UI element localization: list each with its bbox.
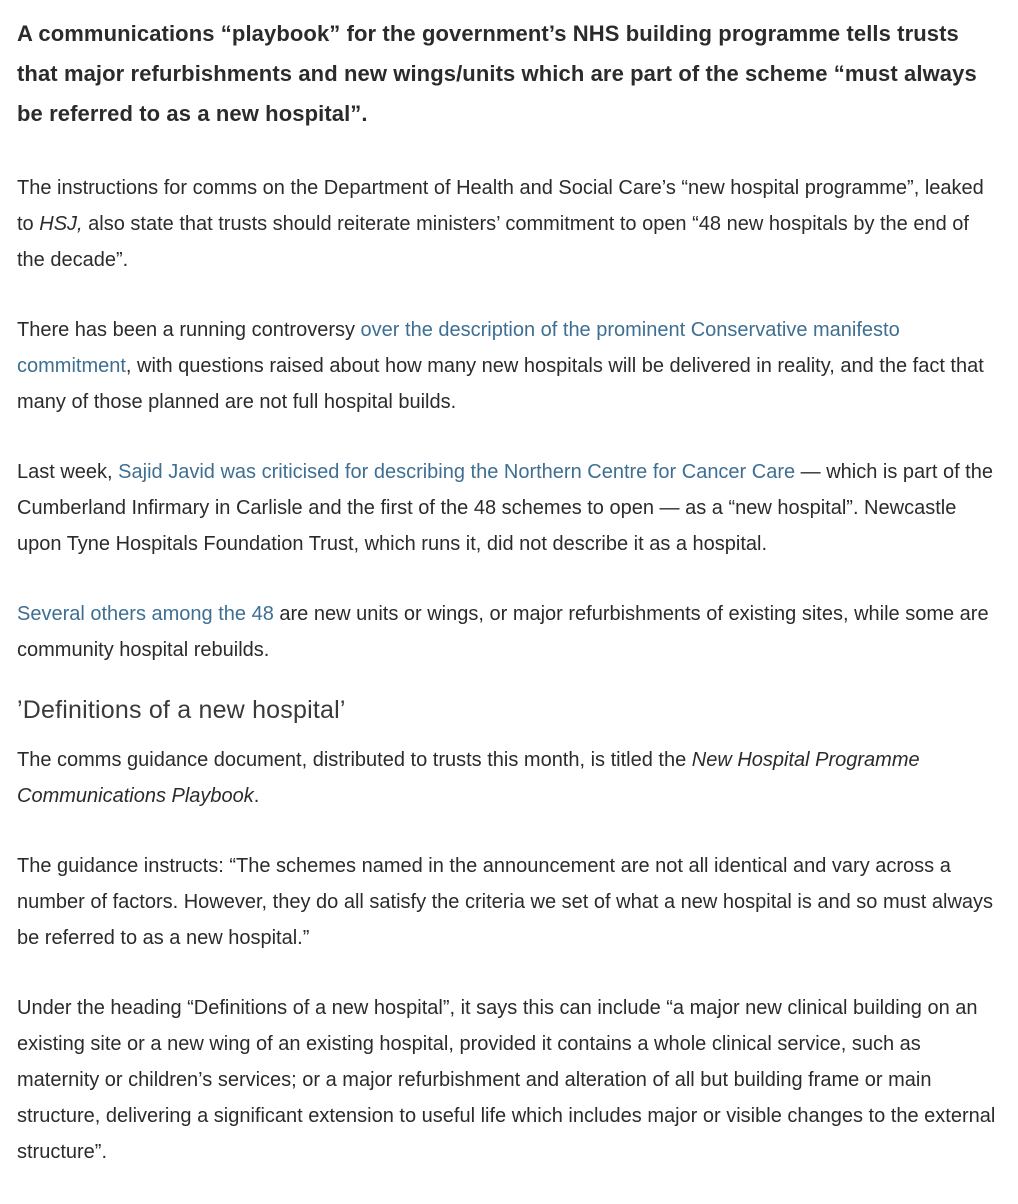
article-standfirst: A communications “playbook” for the government’s NHS building programme tells trusts that major refurbishments and new wings/units which are part of the scheme “must always be referred to as a new hospital”.: [17, 21, 977, 126]
paragraph-text: , with questions raised about how many new hospitals will be delivered in reality, and the fact that many of those planned are not full hospital builds.: [17, 355, 984, 413]
document-title: New Hospital Programme Communications Playbook: [17, 749, 920, 807]
publication-name: HSJ,: [39, 213, 83, 235]
paragraph-text: are new units or wings, or major refurbishments of existing sites, while some are community hospital rebuilds.: [17, 603, 989, 661]
paragraph-text: — which is part of the Cumberland Infirmary in Carlisle and the first of the 48 schemes to open — as a “new hospital”. Newcastle upon Tyne Hospitals Foundation Trust, which runs it, did not describe it as a hospital.: [17, 461, 993, 555]
paragraph-text: also state that trusts should reiterate ministers’ commitment to open “48 new hospitals by the end of the decade”.: [17, 213, 969, 271]
several-others-link[interactable]: Several others among the 48: [17, 603, 274, 625]
section-subheading: ’Definitions of a new hospital’: [17, 696, 346, 724]
paragraph-text: Last week,: [17, 461, 119, 483]
paragraph-controversy: [17, 312, 1002, 420]
paragraph-playbook-title: [17, 742, 1002, 814]
paragraph-guidance-quote: The guidance instructs: “The schemes named in the announcement are not all identical and vary across a number of factors. However, they do all satisfy the criteria we set of what a new hospital is and so must always be referred to as a new hospital.”: [17, 855, 994, 949]
paragraph-text: The instructions for comms on the Department of Health and Social Care’s “new hospital programme”, leaked to: [17, 177, 984, 235]
paragraph-text: There has been a running controversy: [17, 319, 361, 341]
javid-criticised-link[interactable]: Sajid Javid was criticised for describing the Northern Centre for Cancer Care: [118, 461, 796, 483]
paragraph-leak: [17, 170, 1002, 278]
manifesto-commitment-link[interactable]: over the description of the prominent Conservative manifesto commitment: [17, 319, 900, 377]
paragraph-definitions: Under the heading “Definitions of a new hospital”, it says this can include “a major new clinical building on an existing site or a new wing of an existing hospital, provided it contains a whole clinical service, such as maternity or children’s services; or a major refurbishment and alteration of all but building frame or main structure, delivering a significant extension to useful life which includes major or visible changes to the external structure”.: [17, 997, 996, 1163]
paragraph-text: The comms guidance document, distributed to trusts this month, is titled the: [17, 749, 692, 771]
article-body: [17, 14, 1002, 1204]
paragraph-others: [17, 596, 1002, 668]
paragraph-javid: [17, 454, 1002, 562]
paragraph-text: .: [253, 785, 260, 807]
